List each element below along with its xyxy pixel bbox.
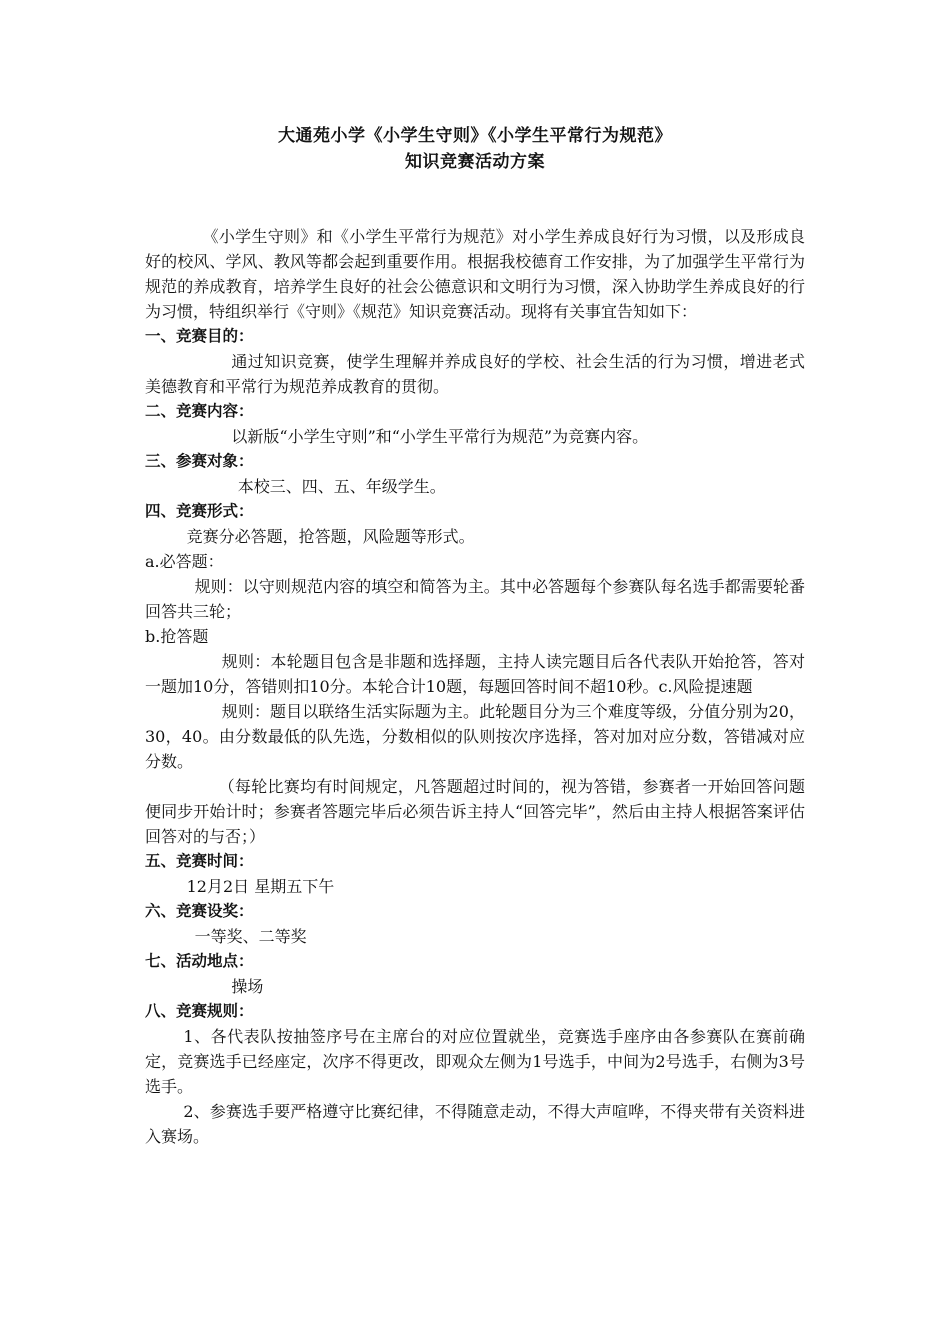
- format-a-label: a.必答题：: [145, 552, 224, 571]
- intro-paragraph: 《小学生守则》和《小学生平常行为规范》对小学生养成良好行为习惯，以及形成良好的校风、学风、教风等都会起到重要作用。根据我校德育工作安排，为了加强学生平常行为规范的养成教育，培养学生良好的社会公德意识和文明行为习惯，深入协助学生养成良好的行为习惯，特组织举行《守则》《规范》知识竞赛活动。现将有关事宜告知如下：: [145, 227, 805, 321]
- rules-item-1: 1、各代表队按抽签序号在主席台的对应位置就坐，竞赛选手座序由各参赛队在赛前确定，竞赛选手已经座定，次序不得更改，即观众左侧为1号选手，中间为2号选手，右侧为3号选手。: [145, 1027, 805, 1096]
- format-paragraph: 竞赛分必答题，抢答题，风险题等形式。: [186, 527, 475, 546]
- section-heading-participants: 三、参赛对象：: [145, 452, 254, 470]
- time-paragraph: 12月2日 星期五下午: [186, 877, 335, 896]
- format-note: （每轮比赛均有时间规定，凡答题超过时间的，视为答错，参赛者一开始回答问题便同步开始计时；参赛者答题完毕后必须告诉主持人“回答完毕”，然后由主持人根据答案评估回答对的与否；）: [145, 777, 805, 846]
- section-heading-rules: 八、竞赛规则：: [145, 1002, 254, 1020]
- location-paragraph: 操场: [231, 977, 264, 996]
- section-heading-location: 七、活动地点：: [145, 952, 254, 970]
- format-c-rule: 规则：题目以联络生活实际题为主。此轮题目分为三个难度等级，分值分别为20，30，40。由分数最低的队先选，分数相似的队则按次序选择，答对加对应分数，答错减对应分数。: [145, 702, 805, 771]
- purpose-paragraph: 通过知识竞赛，使学生理解并养成良好的学校、社会生活的行为习惯，增进老式美德教育和平常行为规范养成教育的贯彻。: [145, 352, 805, 396]
- section-heading-format: 四、竞赛形式：: [145, 502, 254, 520]
- format-b-label: b.抢答题: [145, 627, 209, 646]
- document-title: 大通苑小学《小学生守则》《小学生平常行为规范》: [278, 126, 672, 146]
- rules-item-2: 2、参赛选手要严格遵守比赛纪律，不得随意走动，不得大声喧哗，不得夹带有关资料进入赛场。: [145, 1102, 805, 1146]
- participants-paragraph: 本校三、四、五、年级学生。: [237, 477, 446, 496]
- content-paragraph: 以新版“小学生守则”和“小学生平常行为规范”为竞赛内容。: [231, 427, 649, 446]
- section-heading-awards: 六、竞赛设奖：: [145, 902, 254, 920]
- awards-paragraph: 一等奖、二等奖: [194, 927, 307, 946]
- section-heading-time: 五、竞赛时间：: [145, 852, 254, 870]
- section-heading-content: 二、竞赛内容：: [145, 402, 254, 420]
- format-a-rule: 规则：以守则规范内容的填空和简答为主。其中必答题每个参赛队每名选手都需要轮番回答共三轮；: [145, 577, 805, 621]
- document-subtitle: 知识竞赛活动方案: [405, 152, 545, 172]
- document-body: [145, 224, 805, 1149]
- section-heading-purpose: 一、竞赛目的：: [145, 327, 254, 345]
- format-b-rule: 规则：本轮题目包含是非题和选择题，主持人读完题目后各代表队开始抢答，答对一题加10分，答错则扣10分。本轮合计10题，每题回答时间不超10秒。c.风险提速题: [145, 652, 805, 696]
